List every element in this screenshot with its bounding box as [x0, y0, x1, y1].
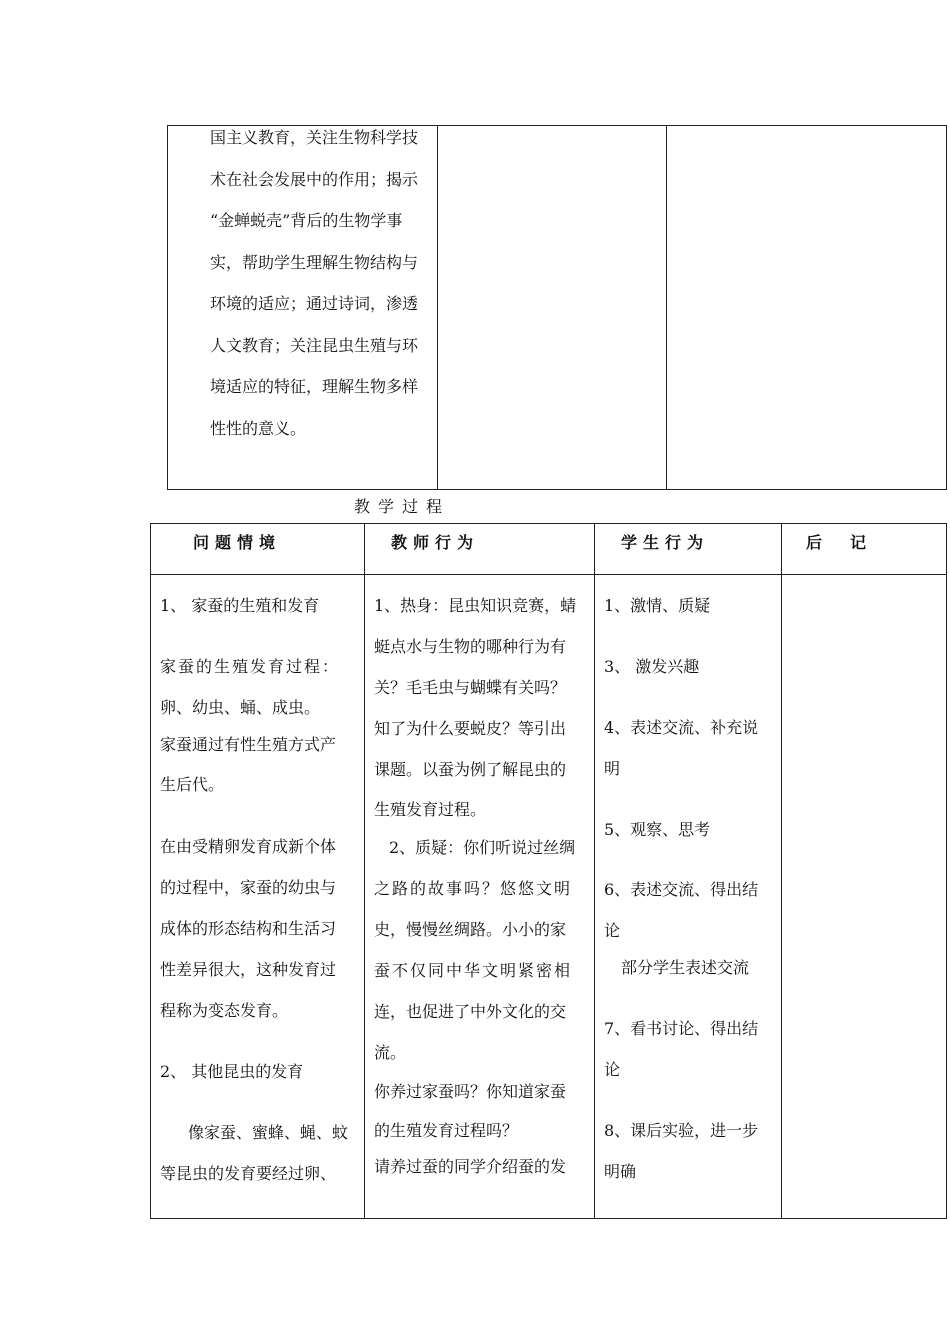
teacher-line: 史，慢慢丝绸路。小小的家 [374, 920, 567, 939]
objective-line: 实，帮助学生理解生物结构与 [210, 253, 419, 272]
top-table-left-border [167, 125, 168, 490]
problem-line: 1、 家蚕的生殖和发育 [160, 596, 320, 615]
problem-line: 性差异很大，这种发育过 [160, 960, 337, 979]
problem-line: 像家蚕、蜜蜂、蝇、蚊 [188, 1123, 349, 1142]
objective-line: 术在社会发展中的作用；揭示 [210, 170, 419, 189]
student-line: 4、表述交流、补充说 [604, 718, 759, 737]
student-line: 明 [604, 759, 621, 778]
student-line: 5、观察、思考 [604, 820, 711, 839]
top-table-divider-2 [666, 125, 667, 490]
student-line: 明确 [604, 1162, 637, 1181]
student-line: 论 [604, 1060, 621, 1079]
student-line: 7、看书讨论、得出结 [604, 1019, 759, 1038]
problem-line: 卵、幼虫、蛹、成虫。 [160, 698, 321, 717]
teacher-line: 连，也促进了中外文化的交 [374, 1002, 567, 1021]
objective-line: 境适应的特征，理解生物多样 [210, 377, 419, 396]
teacher-line: 关？毛毛虫与蝴蝶有关吗？ [374, 678, 567, 697]
header-notes: 后 记 [806, 533, 873, 552]
teacher-line: 生殖发育过程。 [374, 800, 487, 819]
main-table-header-border [150, 574, 947, 575]
problem-line: 的过程中，家蚕的幼虫与 [160, 878, 337, 897]
teacher-line: 之路的故事吗？悠悠文明 [374, 879, 573, 898]
teacher-line: 蜓点水与生物的哪种行为有 [374, 637, 567, 656]
problem-line: 2、 其他昆虫的发育 [160, 1062, 304, 1081]
section-caption: 教学过程 [354, 497, 451, 516]
top-table-bottom-border [167, 489, 947, 490]
teacher-line: 流。 [374, 1043, 407, 1062]
student-line: 3、 激发兴趣 [604, 657, 700, 676]
student-line: 6、表述交流、得出结 [604, 880, 759, 899]
problem-line: 家蚕的生殖发育过程： [160, 657, 341, 676]
teacher-line: 1、热身：昆虫知识竞赛，蜻 [374, 596, 577, 615]
objective-line: 国主义教育，关注生物科学技 [210, 128, 419, 147]
top-table-top-border [167, 125, 947, 126]
main-table-top-border [150, 523, 947, 524]
objective-line: 环境的适应；通过诗词，渗透 [210, 294, 419, 313]
header-student-behavior: 学生行为 [621, 533, 710, 552]
problem-line: 成体的形态结构和生活习 [160, 919, 337, 938]
problem-line: 家蚕通过有性生殖方式产 [160, 735, 337, 754]
main-table-left-border [150, 523, 151, 1219]
top-table-right-border [946, 125, 947, 490]
teacher-line: 你养过家蚕吗？你知道家蚕 [374, 1082, 567, 1101]
teacher-line: 2、质疑：你们听说过丝绸 [389, 838, 576, 857]
teacher-line: 课题。以蚕为例了解昆虫的 [374, 760, 567, 779]
student-line: 部分学生表述交流 [621, 958, 750, 977]
teacher-line: 蚕不仅同中华文明紧密相 [374, 961, 573, 980]
main-table-divider-1 [364, 523, 365, 1219]
student-line: 论 [604, 921, 621, 940]
main-table-right-border [946, 523, 947, 1219]
student-line: 8、课后实验，进一步 [604, 1121, 759, 1140]
problem-line: 等昆虫的发育要经过卵、 [160, 1164, 337, 1183]
header-teacher-behavior: 教师行为 [391, 533, 480, 552]
header-problem-situation: 问题情境 [193, 533, 282, 552]
problem-line: 程称为变态发育。 [160, 1001, 289, 1020]
main-table-divider-2 [594, 523, 595, 1219]
teacher-line: 的生殖发育过程吗？ [374, 1121, 519, 1140]
main-table-divider-3 [781, 523, 782, 1219]
objective-line: 性性的意义。 [210, 419, 307, 438]
main-table-bottom-border [150, 1218, 947, 1219]
teacher-line: 知了为什么要蜕皮？等引出 [374, 719, 567, 738]
objective-line: “金蝉蜕壳”背后的生物学事 [210, 211, 403, 230]
teacher-line: 请养过蚕的同学介绍蚕的发 [374, 1157, 567, 1176]
problem-line: 生后代。 [160, 775, 225, 794]
student-line: 1、激情、质疑 [604, 596, 711, 615]
objective-line: 人文教育；关注昆虫生殖与环 [210, 336, 419, 355]
problem-line: 在由受精卵发育成新个体 [160, 837, 337, 856]
top-table-divider-1 [437, 125, 438, 490]
